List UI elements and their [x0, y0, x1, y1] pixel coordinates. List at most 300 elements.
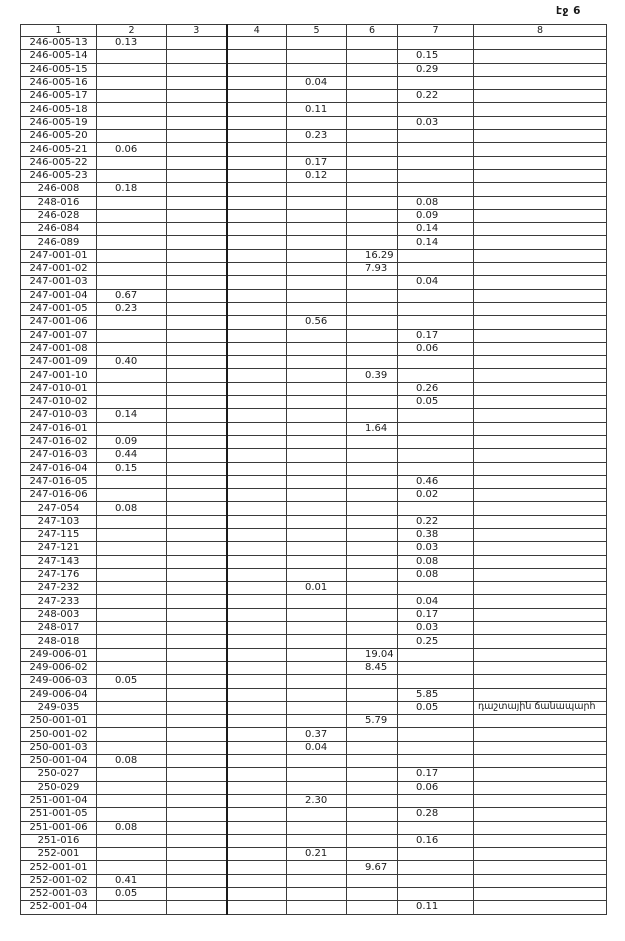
area-cell-col-4	[227, 196, 287, 209]
parcel-code-cell: 246-089	[21, 236, 97, 249]
area-cell-col-7: 0.04	[398, 276, 474, 289]
parcel-code-cell: 247-001-07	[21, 329, 97, 342]
area-cell-col-4	[227, 675, 287, 688]
table-row	[21, 661, 607, 674]
column-header-3: 3	[167, 25, 227, 37]
table-row	[21, 595, 607, 608]
area-cell-col-2	[97, 701, 167, 714]
area-cell-col-6	[347, 302, 398, 315]
area-cell-col-3	[167, 661, 227, 674]
table-row	[21, 289, 607, 302]
table-row	[21, 356, 607, 369]
area-cell-col-7: 5.85	[398, 688, 474, 701]
area-cell-col-3	[167, 103, 227, 116]
area-cell-col-4	[227, 223, 287, 236]
table-row	[21, 422, 607, 435]
area-cell-col-5	[287, 37, 347, 50]
area-cell-col-5	[287, 834, 347, 847]
area-cell-col-3	[167, 781, 227, 794]
table-row	[21, 755, 607, 768]
note-cell	[474, 622, 607, 635]
parcel-code-cell: 252-001-01	[21, 861, 97, 874]
area-cell-col-6	[347, 169, 398, 182]
area-cell-col-3	[167, 794, 227, 807]
area-cell-col-7	[398, 874, 474, 887]
area-cell-col-7	[398, 741, 474, 754]
area-cell-col-3	[167, 688, 227, 701]
note-cell	[474, 808, 607, 821]
area-cell-col-3	[167, 156, 227, 169]
column-header-2: 2	[97, 25, 167, 37]
area-cell-col-7	[398, 449, 474, 462]
area-cell-col-2	[97, 116, 167, 129]
area-cell-col-2: 0.08	[97, 502, 167, 515]
note-cell	[474, 196, 607, 209]
area-cell-col-7	[398, 861, 474, 874]
area-cell-col-3	[167, 515, 227, 528]
table-row	[21, 196, 607, 209]
area-cell-col-4	[227, 568, 287, 581]
area-cell-col-3	[167, 382, 227, 395]
note-cell	[474, 794, 607, 807]
area-cell-col-5	[287, 276, 347, 289]
parcel-code-cell: 247-001-09	[21, 356, 97, 369]
parcel-code-cell: 250-027	[21, 768, 97, 781]
parcel-code-cell: 248-016	[21, 196, 97, 209]
table-row	[21, 794, 607, 807]
area-cell-col-2: 0.09	[97, 435, 167, 448]
area-cell-col-4	[227, 688, 287, 701]
column-number-row	[21, 25, 607, 37]
area-cell-col-7	[398, 143, 474, 156]
note-cell	[474, 582, 607, 595]
area-cell-col-5	[287, 635, 347, 648]
table-row	[21, 635, 607, 648]
area-cell-col-2	[97, 542, 167, 555]
area-cell-col-3	[167, 888, 227, 901]
area-cell-col-7: 0.02	[398, 489, 474, 502]
area-cell-col-5	[287, 781, 347, 794]
area-cell-col-3	[167, 396, 227, 409]
area-cell-col-2	[97, 834, 167, 847]
area-cell-col-4	[227, 236, 287, 249]
area-cell-col-2	[97, 342, 167, 355]
area-cell-col-7: 0.08	[398, 196, 474, 209]
area-cell-col-5	[287, 555, 347, 568]
area-cell-col-6: 16.29	[347, 249, 398, 262]
area-cell-col-3	[167, 435, 227, 448]
area-cell-col-2	[97, 196, 167, 209]
area-cell-col-7	[398, 356, 474, 369]
table-row	[21, 302, 607, 315]
area-cell-col-4	[227, 276, 287, 289]
area-cell-col-4	[227, 449, 287, 462]
area-cell-col-4	[227, 422, 287, 435]
parcel-code-cell: 247-115	[21, 528, 97, 541]
area-cell-col-3	[167, 76, 227, 89]
parcel-code-cell: 251-001-06	[21, 821, 97, 834]
area-cell-col-6	[347, 741, 398, 754]
area-cell-col-6	[347, 316, 398, 329]
area-cell-col-5	[287, 475, 347, 488]
area-cell-col-6	[347, 768, 398, 781]
table-row	[21, 821, 607, 834]
parcel-code-cell: 246-005-22	[21, 156, 97, 169]
table-row	[21, 568, 607, 581]
parcel-code-cell: 246-005-17	[21, 90, 97, 103]
land-parcel-table	[20, 24, 607, 915]
area-cell-col-5	[287, 821, 347, 834]
area-cell-col-2	[97, 236, 167, 249]
parcel-code-cell: 247-176	[21, 568, 97, 581]
area-cell-col-3	[167, 356, 227, 369]
table-row	[21, 342, 607, 355]
area-cell-col-7	[398, 755, 474, 768]
note-cell	[474, 834, 607, 847]
note-cell	[474, 249, 607, 262]
area-cell-col-3	[167, 329, 227, 342]
area-cell-col-2	[97, 528, 167, 541]
area-cell-col-6	[347, 555, 398, 568]
area-cell-col-6	[347, 675, 398, 688]
area-cell-col-6	[347, 356, 398, 369]
table-row	[21, 183, 607, 196]
area-cell-col-7	[398, 821, 474, 834]
note-cell	[474, 821, 607, 834]
parcel-code-cell: 247-016-02	[21, 435, 97, 448]
area-cell-col-4	[227, 781, 287, 794]
table-row	[21, 502, 607, 515]
area-cell-col-5	[287, 263, 347, 276]
area-cell-col-5	[287, 661, 347, 674]
table-row	[21, 834, 607, 847]
parcel-code-cell: 247-001-10	[21, 369, 97, 382]
parcel-code-cell: 247-103	[21, 515, 97, 528]
area-cell-col-4	[227, 595, 287, 608]
area-cell-col-4	[227, 861, 287, 874]
area-cell-col-2	[97, 608, 167, 621]
area-cell-col-7	[398, 316, 474, 329]
area-cell-col-5: 0.11	[287, 103, 347, 116]
area-cell-col-2	[97, 622, 167, 635]
note-cell	[474, 888, 607, 901]
area-cell-col-7: 0.04	[398, 595, 474, 608]
area-cell-col-4	[227, 475, 287, 488]
area-cell-col-2	[97, 901, 167, 914]
area-cell-col-6: 19.04	[347, 648, 398, 661]
area-cell-col-3	[167, 475, 227, 488]
area-cell-col-6	[347, 475, 398, 488]
area-cell-col-2	[97, 422, 167, 435]
area-cell-col-2: 0.18	[97, 183, 167, 196]
area-cell-col-2: 0.14	[97, 409, 167, 422]
table-row	[21, 156, 607, 169]
area-cell-col-6	[347, 449, 398, 462]
note-cell	[474, 289, 607, 302]
area-cell-col-3	[167, 715, 227, 728]
area-cell-col-4	[227, 555, 287, 568]
area-cell-col-2: 0.67	[97, 289, 167, 302]
area-cell-col-5	[287, 183, 347, 196]
parcel-code-cell: 251-016	[21, 834, 97, 847]
area-cell-col-3	[167, 755, 227, 768]
area-cell-col-7: 0.03	[398, 542, 474, 555]
table-row	[21, 435, 607, 448]
area-cell-col-2: 0.40	[97, 356, 167, 369]
area-cell-col-6	[347, 103, 398, 116]
note-cell	[474, 396, 607, 409]
note-cell	[474, 76, 607, 89]
parcel-code-cell: 249-006-03	[21, 675, 97, 688]
area-cell-col-3	[167, 848, 227, 861]
area-cell-col-3	[167, 183, 227, 196]
area-cell-col-4	[227, 768, 287, 781]
column-header-7: 7	[398, 25, 474, 37]
note-cell	[474, 741, 607, 754]
parcel-code-cell: 246-005-13	[21, 37, 97, 50]
note-cell	[474, 728, 607, 741]
area-cell-col-5	[287, 874, 347, 887]
area-cell-col-6	[347, 196, 398, 209]
parcel-code-cell: 251-001-05	[21, 808, 97, 821]
area-cell-col-2: 0.44	[97, 449, 167, 462]
area-cell-col-2	[97, 103, 167, 116]
table-row	[21, 236, 607, 249]
area-cell-col-7	[398, 435, 474, 448]
area-cell-col-2	[97, 582, 167, 595]
area-cell-col-3	[167, 276, 227, 289]
area-cell-col-6: 0.39	[347, 369, 398, 382]
table-row	[21, 489, 607, 502]
area-cell-col-5	[287, 755, 347, 768]
table-row	[21, 90, 607, 103]
area-cell-col-6	[347, 289, 398, 302]
area-cell-col-7: 0.03	[398, 116, 474, 129]
area-cell-col-3	[167, 143, 227, 156]
parcel-code-cell: 248-018	[21, 635, 97, 648]
note-cell	[474, 103, 607, 116]
area-cell-col-5	[287, 396, 347, 409]
area-cell-col-6	[347, 808, 398, 821]
parcel-code-cell: 252-001-04	[21, 901, 97, 914]
parcel-code-cell: 247-016-03	[21, 449, 97, 462]
parcel-code-cell: 247-016-04	[21, 462, 97, 475]
area-cell-col-4	[227, 582, 287, 595]
area-cell-col-3	[167, 223, 227, 236]
note-cell	[474, 675, 607, 688]
table-row	[21, 808, 607, 821]
area-cell-col-2	[97, 688, 167, 701]
area-cell-col-2	[97, 223, 167, 236]
note-cell	[474, 768, 607, 781]
area-cell-col-7: 0.29	[398, 63, 474, 76]
area-cell-col-7	[398, 409, 474, 422]
area-cell-col-4	[227, 635, 287, 648]
area-cell-col-2	[97, 489, 167, 502]
area-cell-col-7	[398, 103, 474, 116]
area-cell-col-5: 0.17	[287, 156, 347, 169]
area-cell-col-3	[167, 555, 227, 568]
area-cell-col-3	[167, 422, 227, 435]
table-row	[21, 223, 607, 236]
area-cell-col-5	[287, 196, 347, 209]
area-cell-col-3	[167, 648, 227, 661]
area-cell-col-3	[167, 50, 227, 63]
note-cell	[474, 302, 607, 315]
table-row	[21, 37, 607, 50]
area-cell-col-5	[287, 808, 347, 821]
area-cell-col-4	[227, 50, 287, 63]
area-cell-col-7	[398, 648, 474, 661]
parcel-code-cell: 247-232	[21, 582, 97, 595]
note-cell	[474, 528, 607, 541]
area-cell-col-3	[167, 728, 227, 741]
area-cell-col-3	[167, 409, 227, 422]
area-cell-col-4	[227, 435, 287, 448]
area-cell-col-6	[347, 382, 398, 395]
table-row	[21, 768, 607, 781]
column-header-5: 5	[287, 25, 347, 37]
note-cell	[474, 848, 607, 861]
area-cell-col-6: 9.67	[347, 861, 398, 874]
area-cell-col-6	[347, 568, 398, 581]
table-row	[21, 316, 607, 329]
table-row	[21, 329, 607, 342]
area-cell-col-4	[227, 821, 287, 834]
area-cell-col-3	[167, 861, 227, 874]
area-cell-col-2	[97, 768, 167, 781]
area-cell-col-7	[398, 37, 474, 50]
note-cell	[474, 701, 607, 714]
parcel-code-cell: 246-005-14	[21, 50, 97, 63]
area-cell-col-2	[97, 130, 167, 143]
area-cell-col-4	[227, 289, 287, 302]
parcel-code-cell: 247-016-06	[21, 489, 97, 502]
note-cell	[474, 316, 607, 329]
note-cell	[474, 449, 607, 462]
area-cell-col-6	[347, 874, 398, 887]
area-cell-col-7: 0.05	[398, 701, 474, 714]
table-row	[21, 276, 607, 289]
area-cell-col-5	[287, 542, 347, 555]
parcel-code-cell: 246-005-20	[21, 130, 97, 143]
note-cell	[474, 356, 607, 369]
area-cell-col-7: 0.14	[398, 223, 474, 236]
area-cell-col-6	[347, 130, 398, 143]
table-row	[21, 688, 607, 701]
area-cell-col-2	[97, 63, 167, 76]
area-cell-col-3	[167, 582, 227, 595]
note-cell	[474, 781, 607, 794]
area-cell-col-4	[227, 794, 287, 807]
area-cell-col-6	[347, 223, 398, 236]
area-cell-col-4	[227, 661, 287, 674]
area-cell-col-2	[97, 50, 167, 63]
area-cell-col-5: 0.56	[287, 316, 347, 329]
area-cell-col-7: 0.05	[398, 396, 474, 409]
area-cell-col-7	[398, 661, 474, 674]
parcel-code-cell: 246-005-19	[21, 116, 97, 129]
area-cell-col-5	[287, 502, 347, 515]
area-cell-col-7	[398, 249, 474, 262]
area-cell-col-3	[167, 462, 227, 475]
note-cell	[474, 502, 607, 515]
note-cell	[474, 555, 607, 568]
parcel-code-cell: 250-029	[21, 781, 97, 794]
note-cell	[474, 50, 607, 63]
area-cell-col-2	[97, 728, 167, 741]
area-cell-col-4	[227, 382, 287, 395]
note-cell	[474, 568, 607, 581]
table-row	[21, 622, 607, 635]
table-row	[21, 728, 607, 741]
area-cell-col-5	[287, 236, 347, 249]
table-row	[21, 396, 607, 409]
note-cell	[474, 63, 607, 76]
area-cell-col-2	[97, 263, 167, 276]
area-cell-col-7	[398, 263, 474, 276]
area-cell-col-4	[227, 901, 287, 914]
note-cell	[474, 382, 607, 395]
area-cell-col-7: 0.22	[398, 90, 474, 103]
area-cell-col-4	[227, 608, 287, 621]
area-cell-col-4	[227, 37, 287, 50]
area-cell-col-5	[287, 249, 347, 262]
note-cell	[474, 276, 607, 289]
area-cell-col-3	[167, 741, 227, 754]
parcel-code-cell: 247-001-05	[21, 302, 97, 315]
table-row	[21, 582, 607, 595]
parcel-code-cell: 247-001-06	[21, 316, 97, 329]
area-cell-col-5	[287, 515, 347, 528]
parcel-code-cell: 247-143	[21, 555, 97, 568]
area-cell-col-3	[167, 768, 227, 781]
area-cell-col-4	[227, 874, 287, 887]
area-cell-col-3	[167, 502, 227, 515]
area-cell-col-7	[398, 848, 474, 861]
area-cell-col-6	[347, 329, 398, 342]
parcel-code-cell: 249-006-02	[21, 661, 97, 674]
area-cell-col-6	[347, 90, 398, 103]
table-row	[21, 542, 607, 555]
area-cell-col-5: 2.30	[287, 794, 347, 807]
note-cell	[474, 143, 607, 156]
area-cell-col-5	[287, 449, 347, 462]
area-cell-col-3	[167, 209, 227, 222]
area-cell-col-3	[167, 595, 227, 608]
area-cell-col-3	[167, 528, 227, 541]
area-cell-col-4	[227, 396, 287, 409]
table-row	[21, 382, 607, 395]
area-cell-col-6	[347, 781, 398, 794]
table-row	[21, 648, 607, 661]
area-cell-col-2	[97, 808, 167, 821]
area-cell-col-5	[287, 489, 347, 502]
area-cell-col-6	[347, 542, 398, 555]
note-cell	[474, 342, 607, 355]
table-row	[21, 76, 607, 89]
area-cell-col-7: 0.08	[398, 568, 474, 581]
area-cell-col-3	[167, 302, 227, 315]
area-cell-col-4	[227, 116, 287, 129]
area-cell-col-6	[347, 183, 398, 196]
area-cell-col-2	[97, 648, 167, 661]
table-row	[21, 249, 607, 262]
area-cell-col-6	[347, 515, 398, 528]
area-cell-col-4	[227, 169, 287, 182]
area-cell-col-3	[167, 316, 227, 329]
parcel-code-cell: 247-001-01	[21, 249, 97, 262]
